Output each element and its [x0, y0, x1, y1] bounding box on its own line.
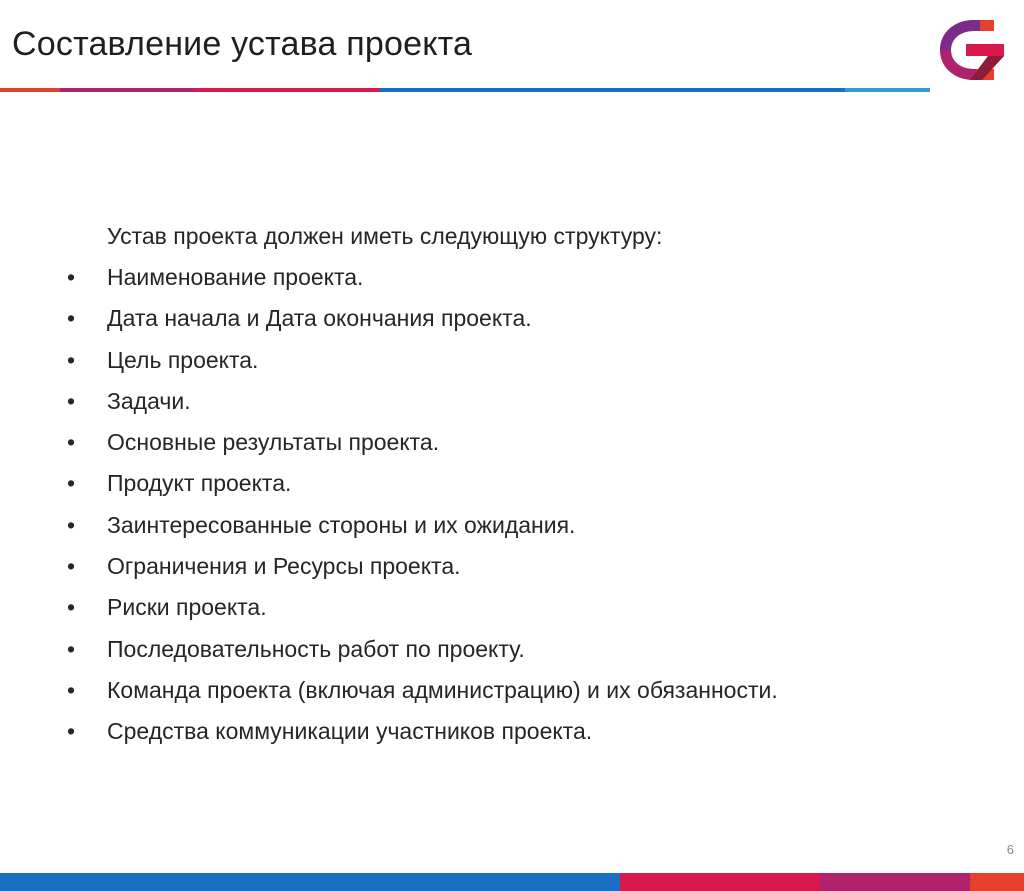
- header-bar-segment: [845, 88, 930, 92]
- intro-text: Устав проекта должен иметь следующую структуру:: [107, 223, 663, 249]
- list-item: [60, 422, 990, 463]
- list-item: [60, 298, 990, 339]
- list-item: [60, 381, 990, 422]
- footer-bar-segment: [0, 873, 102, 891]
- bullet-icon: •: [67, 594, 76, 621]
- structure-list: [60, 257, 990, 753]
- footer-bar-segment: [820, 873, 970, 891]
- bullet-icon: •: [67, 387, 76, 414]
- list-item: [60, 670, 990, 711]
- footer-bar-segment: [970, 873, 1024, 891]
- list-item-text: Ограничения и Ресурсы проекта.: [107, 553, 461, 580]
- slide-body: [60, 216, 990, 753]
- list-item: [60, 505, 990, 546]
- list-item-text: Цель проекта.: [107, 346, 259, 373]
- list-item-text: Продукт проекта.: [107, 470, 292, 497]
- company-logo-icon: [936, 18, 1006, 82]
- bullet-icon: •: [67, 305, 76, 332]
- list-item-text: Последовательность работ по проекту.: [107, 635, 525, 662]
- list-item-text: Средства коммуникации участников проекта.: [107, 718, 593, 745]
- header-bar-segment: [380, 88, 845, 92]
- list-item: [60, 711, 990, 752]
- bullet-icon: •: [67, 429, 76, 456]
- header-bar-segment: [0, 88, 60, 92]
- header-bar-segment: [60, 88, 195, 92]
- list-item: [60, 340, 990, 381]
- list-item: [60, 546, 990, 587]
- bullet-icon: •: [67, 635, 76, 662]
- page-title: Составление устава проекта: [12, 25, 473, 63]
- page-number: 6: [1006, 842, 1014, 857]
- bullet-icon: •: [67, 470, 76, 497]
- list-item: [60, 257, 990, 298]
- bullet-icon: •: [67, 346, 76, 373]
- list-item: [60, 463, 990, 504]
- bullet-icon: •: [67, 553, 76, 580]
- footer-bar-segment: [620, 873, 820, 891]
- header-bar-segment: [195, 88, 380, 92]
- header-color-bar: [0, 88, 930, 92]
- list-item-text: Заинтересованные стороны и их ожидания.: [107, 511, 576, 538]
- list-item-text: Дата начала и Дата окончания проекта.: [107, 305, 532, 332]
- bullet-icon: •: [67, 676, 76, 703]
- bullet-icon: •: [67, 718, 76, 745]
- list-item-text: Задачи.: [107, 387, 191, 414]
- footer-color-bar: [0, 873, 1024, 891]
- list-item-text: Основные результаты проекта.: [107, 429, 440, 456]
- list-item: [60, 629, 990, 670]
- footer-bar-segment: [102, 873, 620, 891]
- list-item: [60, 587, 990, 628]
- list-item-text: Риски проекта.: [107, 594, 267, 621]
- bullet-icon: •: [67, 264, 76, 290]
- list-item-text: Наименование проекта.: [107, 264, 364, 290]
- list-item-text: Команда проекта (включая администрацию) и их обязанности.: [107, 676, 778, 703]
- bullet-icon: •: [67, 511, 76, 538]
